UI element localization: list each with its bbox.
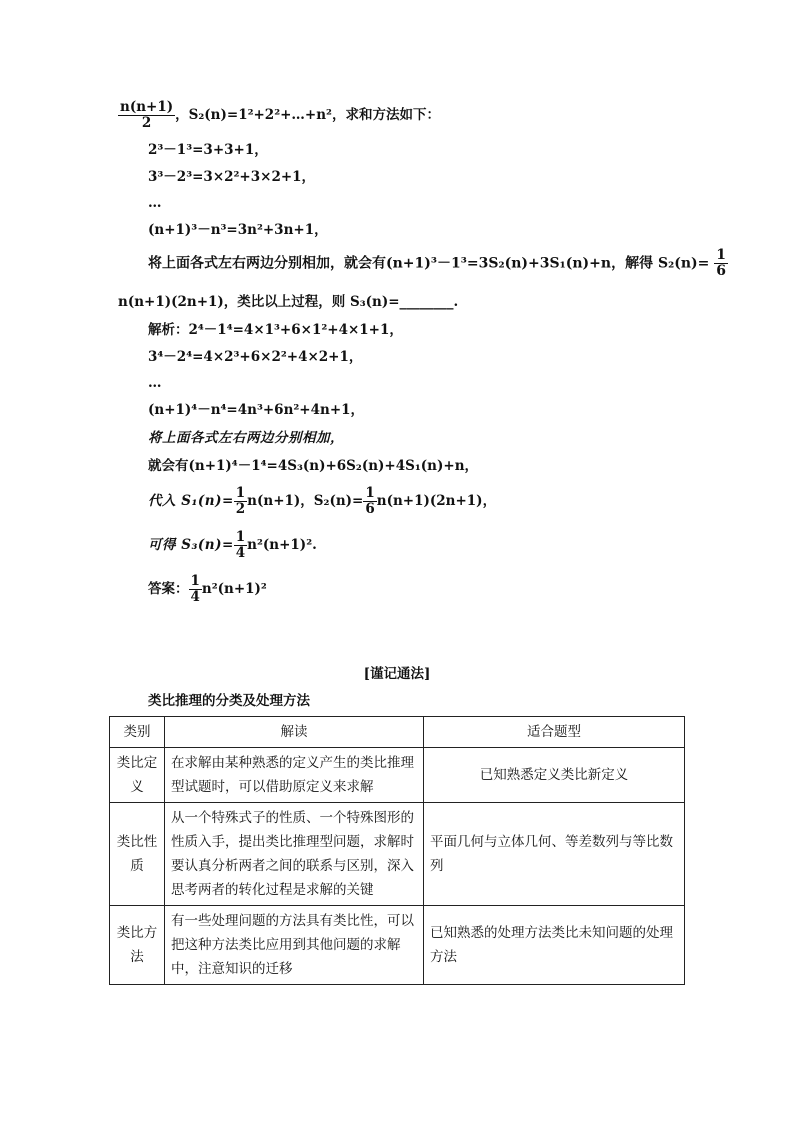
answer-prefix: 答案： — [148, 581, 189, 597]
solution-substitute — [148, 486, 496, 517]
table-row — [110, 803, 685, 906]
get-prefix: 可得 S₃(n)= — [148, 537, 234, 553]
row-problem-type: 已知熟悉定义类比新定义 — [424, 748, 685, 803]
intro-eq-1: 2³－1³=3+3+1， — [148, 142, 268, 158]
intro-sum-denominator: 6 — [716, 263, 726, 279]
row-explanation: 从一个特殊式子的性质、一个特殊图形的性质入手，提出类比推理型问题，求解时要认真分析两者之间的联系与区别，深入思考两者的转化过程是求解的关键 — [165, 803, 424, 906]
substitute-f2-den: 6 — [365, 501, 375, 517]
intro-line1-text: ，S₂(n)=1²+2²+…+n²，求和方法如下： — [175, 107, 440, 123]
table-row — [110, 748, 685, 803]
intro-dots: … — [148, 195, 162, 211]
solution-add-text: 将上面各式左右两边分别相加， — [148, 430, 344, 446]
row-category: 类比方法 — [110, 906, 165, 985]
intro-sum-numerator: 1 — [716, 247, 726, 263]
answer-line — [148, 574, 267, 605]
substitute-fraction-1 — [234, 486, 247, 517]
answer-fraction — [189, 574, 202, 605]
solution-line-2: 3⁴－2⁴=4×2³+6×2²+4×2+1， — [148, 349, 363, 365]
row-explanation: 有一些处理问题的方法具有类比性，可以把这种方法类比应用到其他问题的求解中，注意知识的迁移 — [165, 906, 424, 985]
intro-sum-line — [148, 248, 728, 279]
header-category: 类别 — [110, 717, 165, 748]
intro-eq-2: 3³－2³=3×2²+3×2+1， — [148, 169, 316, 185]
get-end: n²(n+1)². — [247, 537, 317, 553]
substitute-f1-num: 1 — [235, 485, 246, 501]
substitute-end: n(n+1)(2n+1)， — [376, 493, 497, 509]
intro-sum-fraction — [714, 248, 728, 279]
intro-line-1 — [118, 100, 440, 131]
intro-sum-text: 将上面各式左右两边分别相加，就会有(n+1)³－1³=3S₂(n)+3S₁(n)+n，解得 S₂(n)= — [148, 255, 710, 272]
substitute-prefix: 代入 S₁(n)= — [148, 493, 234, 509]
answer-frac-num: 1 — [190, 573, 200, 589]
answer-frac-den: 4 — [190, 589, 200, 605]
row-category: 类比性质 — [110, 803, 165, 906]
solution-line-1: 解析：2⁴－1⁴=4×1³+6×1²+4×1+1， — [148, 322, 403, 338]
section-subheading: 类比推理的分类及处理方法 — [148, 693, 310, 709]
get-frac-den: 4 — [235, 545, 246, 561]
row-category: 类比定义 — [110, 748, 165, 803]
table-header-row — [110, 717, 685, 748]
analogy-methods-table — [109, 716, 685, 985]
header-explanation: 解读 — [165, 717, 424, 748]
substitute-f2-num: 1 — [365, 485, 375, 501]
row-problem-type: 平面几何与立体几何、等差数列与等比数列 — [424, 803, 685, 906]
solution-dots: … — [148, 375, 162, 391]
row-problem-type: 已知熟悉的处理方法类比未知问题的处理方法 — [424, 906, 685, 985]
intro-result-line: n(n+1)(2n+1)，类比以上过程，则 S₃(n)=________. — [118, 294, 459, 310]
intro-eq-3: (n+1)³－n³=3n²+3n+1， — [148, 222, 328, 238]
header-problem-type: 适合题型 — [424, 717, 685, 748]
intro-frac-numerator: n(n+1) — [120, 99, 174, 115]
substitute-mid: n(n+1)，S₂(n)= — [247, 493, 364, 509]
get-fraction — [234, 530, 247, 561]
table-row — [110, 906, 685, 985]
intro-fraction — [118, 100, 175, 131]
row-explanation: 在求解由某种熟悉的定义产生的类比推理型试题时，可以借助原定义来求解 — [165, 748, 424, 803]
solution-result: 就会有(n+1)⁴－1⁴=4S₃(n)+6S₂(n)+4S₁(n)+n， — [148, 458, 479, 474]
solution-get — [148, 530, 317, 561]
substitute-f1-den: 2 — [235, 501, 246, 517]
solution-line-3: (n+1)⁴－n⁴=4n³+6n²+4n+1， — [148, 402, 365, 418]
answer-end: n²(n+1)² — [201, 581, 267, 597]
substitute-fraction-2 — [363, 486, 376, 517]
intro-frac-denominator: 2 — [141, 115, 152, 131]
section-heading: [谨记通法] — [363, 666, 431, 682]
get-frac-num: 1 — [235, 529, 246, 545]
